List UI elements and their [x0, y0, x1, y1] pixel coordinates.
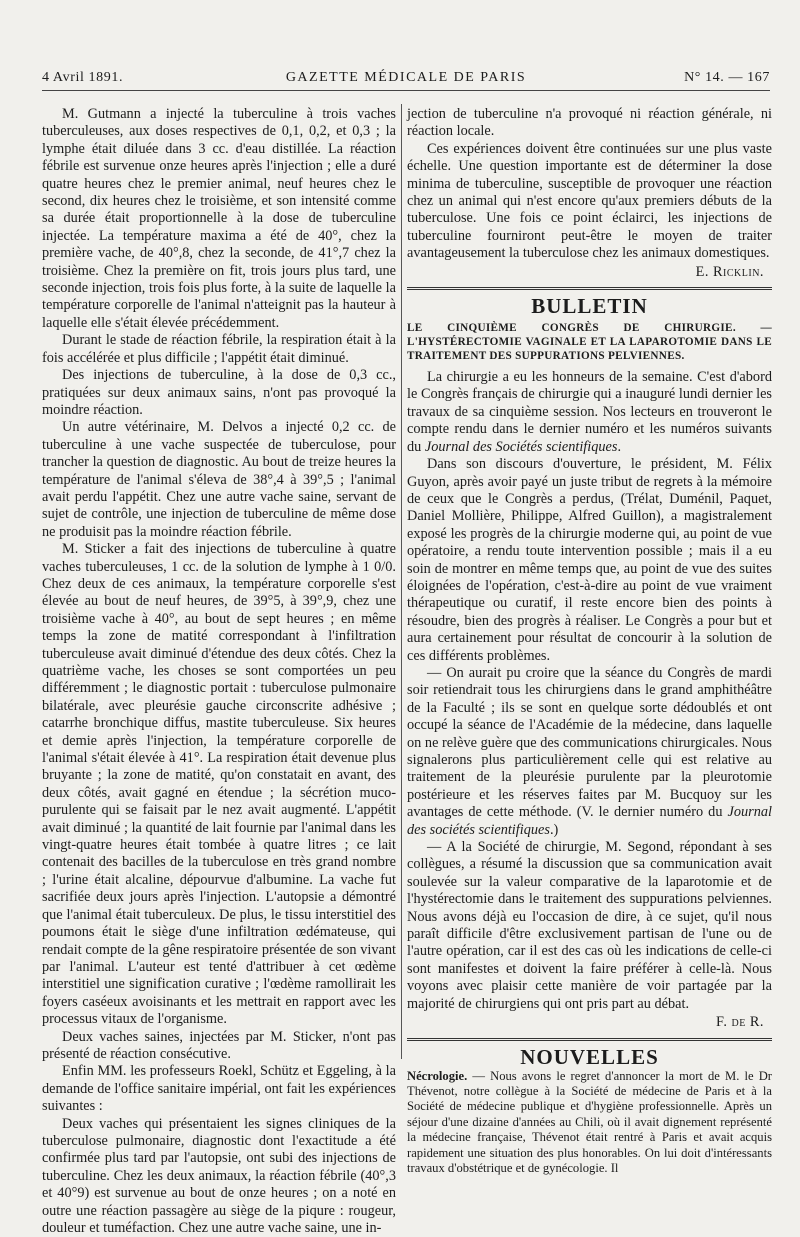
bulletin-heading: BULLETIN: [531, 294, 648, 319]
bulletin-signature: F. de R.: [716, 1014, 764, 1031]
article-paragraph: Ces expériences doivent être continuées sur une plus vaste échelle. Une question importante est de déterminer la dose minima de tuberculine, susceptible de provoquer une réaction chez un animal qui n'est encore qu'aux premiers débuts de la tuberculose. Une fois ce point éclairci, les injections de tuberculine fourniront peut-être le moyen de traiter avantageusement la tuberculose chez les animaux domestiques.: [407, 140, 772, 262]
publication-title: GAZETTE MÉDICALE DE PARIS: [285, 70, 527, 85]
bulletin-subtitle: LE CINQUIÈME CONGRÈS DE CHIRURGIE. — L'HYSTÉRECTOMIE VAGINALE ET LA LAPAROTOMIE DANS LE TRAITEMENT DES SUPPURATIONS PELVIENNES.: [407, 322, 772, 363]
journal-title: Journal des sociétés scientifiques: [407, 804, 772, 838]
article-paragraph: Deux vaches qui présentaient les signes cliniques de la tuberculose pulmonaire, diagnostic dont l'exactitude a été confirmée plus tard par l'autopsie, ont subi des injections de tuberculine. Chez les deux animaux, la réaction fébrile (40°,3 et 40°9) est survenue au bout de onze heures ; on a noté en outre une réaction passagère au siège de la piqure : rougeur, douleur et tuméfaction. Chez une autre vache saine, une in-: [42, 1115, 396, 1236]
news-label: Nécrologie.: [407, 1068, 468, 1083]
article-paragraph: Durant le stade de réaction fébrile, la respiration était à la fois accélérée et plus difficile ; l'appétit était diminué.: [42, 332, 396, 366]
article-paragraph: Enfin MM. les professeurs Roekl, Schütz et Eggeling, à la demande de l'office sanitaire impérial, ont fait les expériences suivantes :: [42, 1063, 396, 1115]
author-signature: E. Ricklin.: [695, 263, 764, 280]
issue-date: 4 Avril 1891.: [42, 70, 124, 85]
section-divider: [407, 287, 772, 290]
article-paragraph: Un autre vétérinaire, M. Delvos a injecté 0,2 cc. de tuberculine à une vache suspectée de tuberculose, pour trancher la question de diagnostic. Au bout de treize heures la température de l'animal s'éleva de 38°,4 à 39°,5 ; l'animal avait perdu l'appétit. Chez une autre vache saine, servant de sujet de contrôle, une injection de tuberculine de même dose ne produisit pas la moindre réaction fébrile.: [42, 419, 396, 540]
journal-title: Journal des Sociétés scientifiques: [424, 438, 618, 455]
article-paragraph: Des injections de tuberculine, à la dose de 0,3 cc., pratiquées sur deux animaux sains, n'ont pas provoqué la moindre réaction.: [42, 367, 396, 418]
column-divider: [401, 104, 402, 1059]
article-paragraph: Deux vaches saines, injectées par M. Sticker, n'ont pas présenté de réaction consécutive.: [42, 1028, 396, 1062]
bulletin-paragraph: La chirurgie a eu les honneurs de la semaine. C'est d'abord le Congrès français de chirurgie qui a inauguré lundi dernier les travaux de sa cinquième session. Nos lecteurs en trouveront le compte rendu dans le dernier numéro et les numéros suivants du Journal des Sociétés scientifiques.: [407, 369, 772, 455]
section-divider: [407, 1038, 772, 1041]
right-column: [407, 106, 772, 1175]
issue-number: N° 14. — 167: [684, 70, 770, 85]
left-column: [42, 106, 396, 1236]
news-heading: NOUVELLES: [520, 1044, 659, 1069]
bulletin-paragraph: — On aurait pu croire que la séance du Congrès de mardi soir retiendrait tous les chirurgiens dans le grand amphithéâtre de la Faculté ; ils se sont en quelque sorte dédoublés et ont occupé la séance de l'Académie de la médecine, dans laquelle on ne relève guère que des communications chirurgicales. Nous signalerons plus particulièrement celle qui est relative au traitement de la pleurésie purulente par la pleurotomie postérieure et les réserves faites par M. Bucquoy sur les avantages de cette méthode. (V. le dernier numéro du Journal des sociétés scientifiques.): [407, 664, 772, 838]
page-header: [42, 66, 770, 91]
bulletin-paragraph: Dans son discours d'ouverture, le président, M. Félix Guyon, après avoir payé un juste tribut de regrets à la mémoire de ceux que le Congrès a perdus, (Trélat, Duménil, Paquet, Daniel Mollière, Philippe, Alfred Guillon), a magistralement exposé les progrès de la chirurgie moderne qui, au point de vue opératoire, a rendu toute intervention possible ; mais il a eu soin de montrer en même temps que, au point de vue des suites éloignées de l'opération, c'est-à-dire au point de vue vraiment thérapeutique ou curatif, il reste encore bien des points à résoudre, bien des progrès à réaliser. Le Congrès a pour but et aura certainement pour résultat de concourir à la solution de ces différents problèmes.: [407, 456, 772, 664]
article-paragraph: M. Sticker a fait des injections de tuberculine à quatre vaches tuberculeuses, 1 cc. de la solution de lymphe à 1 0/0. Chez deux de ces animaux, la température corporelle s'est élevée au bout de neuf heures, de 39°5, à 39°,9, chez une troisième vache à 40°, au bout de sept heures ; en même temps la zone de matité correspondant à l'infiltration tuberculeuse avait diminué d'étendue des deux côtés. Chez la quatrième vache, les choses se sont comportées un peu différemment ; le diagnostic portait : tuberculose pulmonaire bilatérale, avec pleurésie gauche circonscrite adhésive ; catarrhe bronchique diffus, mastite tuberculeuse. Six heures et demie après l'injection, la température corporelle de l'animal s'était élevée à 41°. La respiration était devenue plus bruyante ; la zone de matité, qu'on constatait en avant, des deux côtés, avait gagné en étendue ; la sécrétion muco-purulente qui se faisait par le nez avait augmenté. L'appétit avait diminué ; la quantité de lait fournie par l'animal dans les vingt-quatre heures était tombée à quatre litres ; ce lait contenait des bacilles de la tuberculose en très grand nombre ; l'urine était alcaline, dépourvue d'albumine. La vache fut sacrifiée deux jours après l'injection. L'autopsie a démontré que l'animal était tuberculeux. De plus, le tissu interstitiel des poumons était le siège d'une infiltration œdémateuse, qui rendait compte de la gêne respiratoire présentée de son vivant par l'animal. L'auteur est tenté d'attribuer à cet œdème interstitiel une signification curative ; l'œdème ramollirait les foyers caséeux avoisinants et les mettrait en rapport avec les processus vitaux de l'organisme.: [42, 541, 396, 1028]
article-paragraph: M. Gutmann a injecté la tuberculine à trois vaches tuberculeuses, aux doses respectives de 0,1, 0,2, et 0,3 ; la lymphe était diluée dans 3 cc. d'eau distillée. La réaction fébrile est survenue onze heures après l'injection ; elle a duré quatre heures chez le premier animal, neuf heures chez le second, dix heures chez le troisième, et son intensité comme sa durée était proportionnelle à la dose de tuberculine injectée. La température maxima a été de 40°, chez la première vache, de 40°,8, chez la seconde, de 41°,7 chez la troisième. Chez la première on fit, trois jours plus tard, une seconde injection, trois fois plus forte, à la suite de laquelle la température corporelle de l'animal n'atteignit pas la hauteur à laquelle elle s'était élevée précédemment.: [42, 106, 396, 331]
article-continuation: jection de tuberculine n'a provoqué ni réaction générale, ni réaction locale.: [407, 106, 772, 140]
bulletin-paragraph: — A la Société de chirurgie, M. Segond, répondant à ses collègues, a résumé la discussion que sa communication avait soulevée sur la valeur comparative de la laparotomie et de l'hystérectomie dans le traitement des suppurations pelviennes. Nous avons déjà eu l'occasion de dire, à ce sujet, qu'il nous paraît difficile d'être exclusivement partisan de l'une ou de l'autre opération, car il est des cas où les indications de celle-ci sont manifestes et doivent la faire préférer à celle-là. Nous voyons avec plaisir cette manière de voir partagée par la majorité de chirurgiens qui ont pris part au débat.: [407, 839, 772, 1012]
news-item: Nécrologie. — Nous avons le regret d'annoncer la mort de M. le Dr Thévenot, notre collègue à la Société de médecine de Paris et à la Société de médecine publique et d'hygiène professionnelle. Après un séjour d'une dizaine d'années au Chili, où il avait dignement représenté la médecine française, Thévenot était rentré à Paris et avait acquis rapidement une situation des plus honorables. On lui doit d'intéressants travaux d'obstétrique et de gynécologie. Il: [407, 1068, 772, 1175]
